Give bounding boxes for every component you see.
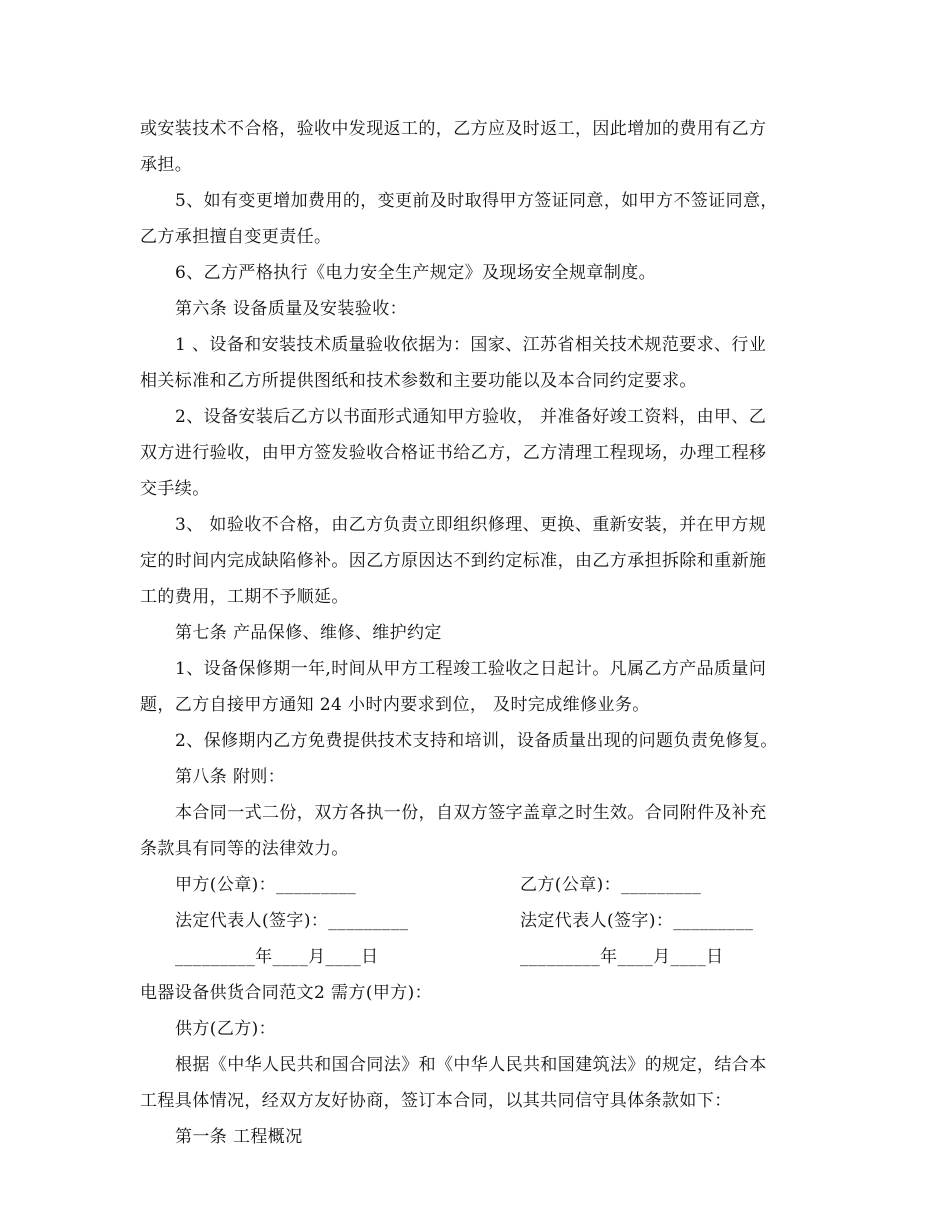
paragraph-line: 条款具有同等的法律效力。 xyxy=(140,839,349,859)
party-a-seal-field: 甲方(公章)：_________ xyxy=(175,875,357,895)
paragraph-line: 题，乙方自接甲方通知 24 小时内要求到位， 及时完成维修业务。 xyxy=(140,695,650,715)
paragraph-line: 根据《中华人民共和国合同法》和《中华人民共和国建筑法》的规定，结合本 xyxy=(175,1055,767,1075)
party-a-representative-field: 法定代表人(签字)：_________ xyxy=(175,911,409,931)
paragraph-line: 相关标准和乙方所提供图纸和技术参数和主要功能以及本合同约定要求。 xyxy=(140,371,697,391)
party-b-seal-field: 乙方(公章)：_________ xyxy=(520,875,702,895)
paragraph-line: 1 、设备和安装技术质量验收依据为：国家、江苏省相关技术规范要求、行业 xyxy=(175,335,767,355)
document-title-line: 电器设备供货合同范文2 需方(甲方)： xyxy=(140,983,433,1003)
paragraph-line: 工程具体情况，经双方友好协商，签订本合同，以其共同信守具体条款如下： xyxy=(140,1091,732,1111)
section-heading: 第六条 设备质量及安装验收： xyxy=(175,299,408,319)
paragraph-line: 交手续。 xyxy=(140,479,210,499)
party-b-representative-field: 法定代表人(签字)：_________ xyxy=(520,911,754,931)
paragraph-line: 供方(乙方)： xyxy=(175,1019,277,1039)
section-heading: 第七条 产品保修、维修、维护约定 xyxy=(175,623,442,643)
paragraph-line: 2、设备安装后乙方以书面形式通知甲方验收， 并准备好竣工资料，由甲、乙 xyxy=(175,407,767,427)
paragraph-line: 6、乙方严格执行《电力安全生产规定》及现场安全规章制度。 xyxy=(175,263,657,283)
paragraph-line: 乙方承担擅自变更责任。 xyxy=(140,227,332,247)
paragraph-line: 或安装技术不合格，验收中发现返工的，乙方应及时返工，因此增加的费用有乙方 xyxy=(140,119,767,139)
paragraph-line: 2、保修期内乙方免费提供技术支持和培训，设备质量出现的问题负责免修复。 xyxy=(175,731,778,751)
section-heading: 第一条 工程概况 xyxy=(175,1127,303,1147)
party-a-date-field: _________年____月____日 xyxy=(175,947,379,967)
paragraph-line: 5、如有变更增加费用的，变更前及时取得甲方签证同意，如甲方不签证同意， xyxy=(175,191,778,211)
paragraph-line: 1、设备保修期一年,时间从甲方工程竣工验收之日起计。凡属乙方产品质量问 xyxy=(175,659,767,679)
party-b-date-field: _________年____月____日 xyxy=(520,947,724,967)
paragraph-line: 3、 如验收不合格，由乙方负责立即组织修理、更换、重新安装，并在甲方规 xyxy=(175,515,767,535)
paragraph-line: 双方进行验收，由甲方签发验收合格证书给乙方，乙方清理工程现场，办理工程移 xyxy=(140,443,767,463)
paragraph-line: 承担。 xyxy=(140,155,193,175)
paragraph-line: 本合同一式二份，双方各执一份，自双方签字盖章之时生效。合同附件及补充 xyxy=(175,803,767,823)
paragraph-line: 定的时间内完成缺陷修补。因乙方原因达不到约定标准，由乙方承担拆除和重新施 xyxy=(140,551,767,571)
section-heading: 第八条 附则： xyxy=(175,767,286,787)
paragraph-line: 工的费用，工期不予顺延。 xyxy=(140,587,349,607)
